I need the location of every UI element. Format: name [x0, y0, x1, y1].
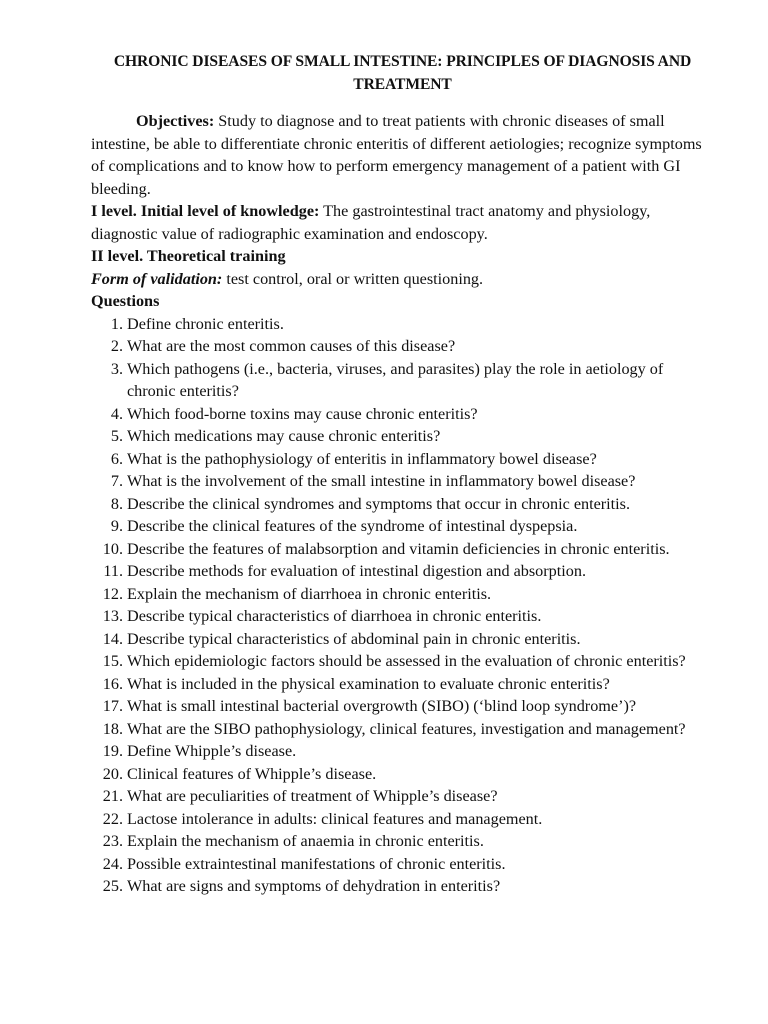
- question-text: Describe typical characteristics of abdominal pain in chronic enteritis.: [127, 629, 581, 648]
- question-number: 12.: [102, 584, 123, 603]
- question-text: What is included in the physical examination to evaluate chronic enteritis?: [127, 674, 610, 693]
- question-text: Explain the mechanism of anaemia in chronic enteritis.: [127, 832, 484, 850]
- list-item: [91, 538, 712, 561]
- question-text: Describe the clinical syndromes and symptoms that occur in chronic enteritis.: [127, 494, 631, 513]
- list-item: [91, 425, 712, 448]
- question-text: Describe the features of malabsorption and vitamin deficiencies in chronic enteritis.: [127, 539, 670, 558]
- list-item: [91, 493, 712, 516]
- question-text: What is the involvement of the small intestine in inflammatory bowel disease?: [127, 472, 636, 490]
- question-number: 22.: [102, 809, 123, 828]
- list-item: [91, 628, 712, 651]
- list-item: [91, 718, 712, 741]
- question-text: Describe methods for evaluation of intestinal digestion and absorption.: [127, 562, 586, 580]
- list-item: [91, 763, 712, 786]
- list-item: [91, 853, 712, 876]
- list-item: [91, 673, 712, 696]
- list-item: [91, 650, 712, 673]
- question-number: 17.: [102, 697, 123, 715]
- question-number: 14.: [102, 629, 123, 648]
- question-number: 2.: [110, 337, 123, 355]
- list-item: [91, 358, 712, 403]
- list-item: [91, 875, 712, 898]
- question-text: Which epidemiologic factors should be assessed in the evaluation of chronic enteritis?: [127, 652, 686, 670]
- question-number: 23.: [102, 832, 123, 850]
- validation-label: Form of validation:: [91, 269, 223, 288]
- document-title: CHRONIC DISEASES OF SMALL INTESTINE: PRINCIPLES OF DIAGNOSIS AND TREATMENT: [113, 53, 692, 93]
- list-item: [91, 830, 712, 853]
- questions-list: [91, 313, 712, 898]
- list-item: [91, 560, 712, 583]
- level1-text: The gastrointestinal tract anatomy and physiology, diagnostic value of radiographic examination and endoscopy.: [91, 202, 651, 243]
- question-number: 6.: [110, 449, 123, 468]
- objectives-label: Objectives:: [136, 112, 215, 130]
- questions-heading: Questions: [91, 292, 160, 310]
- question-text: Define Whipple’s disease.: [127, 742, 297, 760]
- level1-paragraph: [91, 200, 712, 245]
- objectives-paragraph: [91, 110, 712, 200]
- question-number: 8.: [110, 494, 123, 513]
- question-text: Which pathogens (i.e., bacteria, viruses, and parasites) play the role in aetiology of chronic enteritis?: [127, 359, 664, 400]
- list-item: [91, 313, 712, 336]
- question-number: 16.: [102, 674, 123, 693]
- validation-text: test control, oral or written questioning.: [222, 269, 484, 288]
- question-text: Which food-borne toxins may cause chronic enteritis?: [127, 404, 478, 423]
- question-number: 1.: [110, 314, 123, 333]
- question-number: 4.: [110, 404, 123, 423]
- list-item: [91, 740, 712, 763]
- list-item: [91, 785, 712, 808]
- list-item: [91, 515, 712, 538]
- list-item: [91, 605, 712, 628]
- question-number: 7.: [110, 472, 123, 490]
- objectives-text: Study to diagnose and to treat patients with chronic diseases of small intestine, be able to differentiate chronic enteritis of different aetiologies; recognize symptoms of complications and to know how to perform emergency management of a patient with GI bleeding.: [91, 112, 702, 198]
- question-text: What is the pathophysiology of enteritis in inflammatory bowel disease?: [127, 449, 597, 468]
- question-text: What are signs and symptoms of dehydration in enteritis?: [127, 877, 501, 895]
- question-text: Describe the clinical features of the syndrome of intestinal dyspepsia.: [127, 517, 578, 535]
- question-number: 24.: [102, 854, 123, 873]
- question-number: 11.: [103, 562, 123, 580]
- question-text: Define chronic enteritis.: [127, 314, 284, 333]
- question-text: Lactose intolerance in adults: clinical features and management.: [127, 809, 543, 828]
- list-item: [91, 403, 712, 426]
- list-item: [91, 448, 712, 471]
- question-number: 15.: [102, 652, 123, 670]
- question-number: 5.: [110, 427, 123, 445]
- question-text: What are the SIBO pathophysiology, clinical features, investigation and management?: [127, 719, 686, 738]
- question-number: 19.: [102, 742, 123, 760]
- level1-label: I level. Initial level of knowledge:: [91, 202, 320, 220]
- question-text: Which medications may cause chronic enteritis?: [127, 427, 441, 445]
- question-text: What are the most common causes of this disease?: [127, 337, 456, 355]
- question-text: What are peculiarities of treatment of Whipple’s disease?: [127, 787, 498, 805]
- question-text: Explain the mechanism of diarrhoea in chronic enteritis.: [127, 584, 492, 603]
- list-item: [91, 335, 712, 358]
- question-text: Possible extraintestinal manifestations of chronic enteritis.: [127, 854, 506, 873]
- list-item: [91, 808, 712, 831]
- level2-heading: II level. Theoretical training: [91, 247, 286, 265]
- validation-paragraph: [91, 268, 712, 291]
- question-text: What is small intestinal bacterial overgrowth (SIBO) (‘blind loop syndrome’)?: [127, 697, 637, 715]
- question-number: 9.: [110, 517, 123, 535]
- question-text: Clinical features of Whipple’s disease.: [127, 764, 377, 783]
- question-number: 25.: [102, 877, 123, 895]
- list-item: [91, 470, 712, 493]
- question-text: Describe typical characteristics of diarrhoea in chronic enteritis.: [127, 607, 542, 625]
- question-number: 21.: [102, 787, 123, 805]
- list-item: [91, 583, 712, 606]
- list-item: [91, 695, 712, 718]
- question-number: 10.: [102, 539, 123, 558]
- question-number: 20.: [102, 764, 123, 783]
- question-number: 13.: [102, 607, 123, 625]
- question-number: 3.: [110, 359, 123, 378]
- question-number: 18.: [102, 719, 123, 738]
